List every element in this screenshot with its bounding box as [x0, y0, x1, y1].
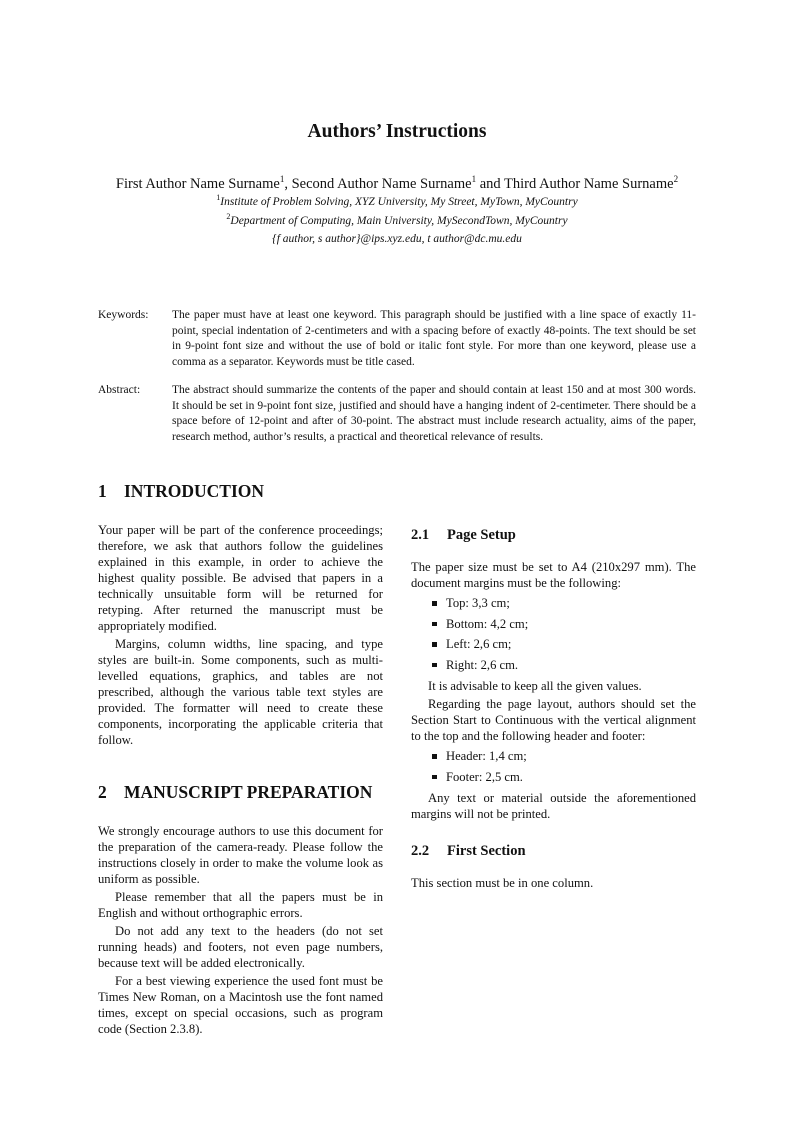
author-separator: ,	[284, 176, 292, 192]
paragraph: Do not add any text to the headers (do not set running heads) and footers, not even page numbers, because text will be added electronically.	[98, 924, 383, 970]
list-item	[432, 770, 696, 785]
list-item-text: Left: 2,6 cm;	[446, 637, 512, 651]
keywords-block	[98, 308, 696, 370]
author-name: First Author Name Surname	[115, 176, 280, 192]
right-column	[411, 526, 696, 891]
affiliation	[0, 212, 794, 227]
header-footer-list	[411, 749, 696, 785]
affiliation-marker: 1	[216, 193, 221, 202]
author-separator: and	[476, 176, 505, 192]
abstract-text: The abstract should summarize the contents of the paper and should contain at least 150 and at most 300 words. It should be set in 9-point font size, justified and should have a hanging indent of 2-centimeter. There should be a space before of 12-point and after of 30-point. The abstract must include research actuality, aims of the paper, research method, author’s results, a practical and theoretical relevance of results.	[172, 384, 696, 443]
affiliation-text: Department of Computing, Main University, MySecondTown, MyCountry	[230, 215, 568, 227]
affiliation-marker: 2	[226, 212, 231, 221]
paragraph: It is advisable to keep all the given values.	[428, 679, 642, 693]
subsection-number: 2.2	[411, 843, 430, 859]
list-item	[432, 617, 696, 632]
section-heading-introduction	[98, 480, 383, 502]
list-item-text: Right: 2,6 cm.	[446, 657, 519, 672]
list-item	[432, 749, 696, 764]
left-column	[98, 476, 383, 1037]
section-number: 2	[98, 782, 107, 802]
paragraph: Any text or material outside the aforementioned margins will not be printed.	[411, 791, 696, 821]
abstract-label: Abstract:	[98, 384, 141, 396]
bullet-icon	[432, 601, 437, 606]
subsection-heading-page-setup	[411, 526, 696, 544]
author-emails: {f author, s author}@ips.xyz.edu, t author@dc.mu.edu	[272, 233, 522, 245]
author-name: Third Author Name Surname	[504, 176, 674, 192]
list-item-text: Header: 1,4 cm;	[446, 749, 527, 763]
subsection-title: First Section	[447, 843, 526, 859]
paragraph: The paper size must be set to A4 (210x297 mm). The document margins must be the following:	[411, 560, 696, 590]
list-item	[432, 637, 696, 652]
bullet-icon	[432, 663, 437, 668]
bullet-icon	[432, 642, 437, 647]
paragraph: Please remember that all the papers must be in English and without orthographic errors.	[98, 890, 383, 920]
section-title: INTRODUCTION	[124, 481, 265, 501]
list-item-text: Bottom: 4,2 cm;	[446, 616, 529, 631]
list-item	[432, 658, 696, 673]
author-name: Second Author Name Surname	[291, 176, 472, 192]
paragraph: We strongly encourage authors to use this document for the preparation of the camera-ready. Please follow the instructions closely in order to make the volume look as uniform as possible.	[98, 824, 383, 886]
bullet-icon	[432, 775, 437, 780]
paragraph: Your paper will be part of the conference proceedings; therefore, we ask that authors follow the guidelines explained in this example, in order to achieve the highest quality possible. Be advised that papers in a technically unsuitable form will be returned for retyping. After returned the manuscript must be appropriately modified.	[98, 523, 383, 633]
keywords-label: Keywords:	[98, 309, 149, 321]
paragraph: Regarding the page layout, authors should set the Section Start to Continuous with the vertical alignment to the top and the following header and footer:	[411, 697, 696, 743]
keywords-text: The paper must have at least one keyword. This paragraph should be justified with a line space of exactly 11-point, special indentation of 2-centimeters and with a spacing before of exactly 48-points. The text should be set in 9-point font size and without the use of bold or italic font style. For more than one keyword, please use a comma as a separator. Keywords must be title cased.	[172, 309, 696, 368]
list-item-text: Footer: 2,5 cm.	[446, 769, 523, 784]
author-affiliation-marker: 1	[471, 174, 477, 184]
section-title: MANUSCRIPT PREPARATION	[124, 782, 373, 802]
author-list	[0, 176, 794, 193]
author-affiliation-marker: 1	[279, 174, 285, 184]
section-number: 1	[98, 481, 107, 501]
bullet-icon	[432, 754, 437, 759]
margin-list	[411, 596, 696, 673]
affiliation-text: Institute of Problem Solving, XYZ University, My Street, MyTown, MyCountry	[220, 196, 578, 208]
list-item	[432, 596, 696, 611]
paragraph: For a best viewing experience the used font must be Times New Roman, on a Macintosh use the font named times, except on special occasions, such as program code (Section 2.3.8).	[98, 974, 383, 1036]
subsection-number: 2.1	[411, 527, 430, 543]
section-heading-manuscript-preparation	[98, 781, 383, 803]
paper-title: Authors’ Instructions	[307, 121, 487, 142]
affiliation	[0, 193, 794, 208]
subsection-heading-first-section	[411, 842, 696, 860]
subsection-title: Page Setup	[447, 527, 516, 543]
paragraph: This section must be in one column.	[411, 876, 594, 890]
paragraph: Margins, column widths, line spacing, and type styles are built-in. Some components, such as multi-levelled equations, graphics, and tables are not prescribed, although the various table text styles are provided. The formatter will need to create these components, incorporating the applicable criteria that follow.	[98, 637, 383, 747]
bullet-icon	[432, 622, 437, 627]
author-affiliation-marker: 2	[673, 174, 679, 184]
abstract-block	[98, 383, 696, 445]
list-item-text: Top: 3,3 cm;	[446, 596, 510, 610]
